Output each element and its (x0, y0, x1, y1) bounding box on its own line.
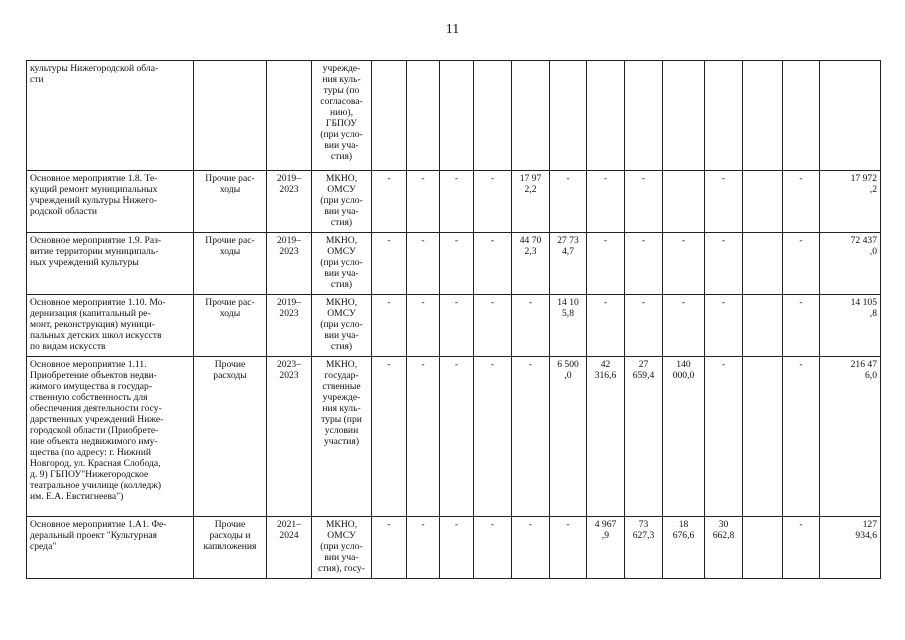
period-cell (267, 61, 312, 171)
year-value-cell (587, 357, 625, 517)
year-value-cell (440, 295, 474, 357)
year-value-cell-text: - (603, 297, 608, 308)
year-value-cell (440, 357, 474, 517)
year-value-cell (663, 517, 705, 579)
year-value-cell (372, 171, 407, 233)
year-value-cell (407, 233, 440, 295)
year-value-cell (625, 171, 663, 233)
year-value-cell-text: - (566, 519, 570, 530)
year-value-cell (550, 517, 587, 579)
executors-cell-text: МКНО, ОМСУ (при усло- вии уча- стия), госу- (318, 519, 365, 574)
activity-name-cell-text: Основное мероприятие 1.11. Приобретение объектов недви- жимого имущества в государ- ственную собственность для обеспечения деятельности госу- дарственных учреждений Ниже- городской области (Приобрете- ние объекта недвижимого иму- щества (по адресу: г. Нижний Новгород, ул. Красная Слобода, д. 9) ГБПОУ"Нижегородское театральное училище (колледж) им. Е.А. Евстигнеева") (30, 359, 164, 502)
year-value-cell (550, 357, 587, 517)
year-value-cell (372, 295, 407, 357)
year-value-cell (440, 61, 474, 171)
activity-name-cell (27, 357, 194, 517)
executors-cell-text: МКНО, ОМСУ (при усло- вии уча- стия) (320, 235, 363, 290)
funding-source-cell-text: Прочие расходы (213, 359, 247, 381)
year-value-cell-text: - (387, 173, 391, 184)
funding-source-cell-text: Прочие рас- ходы (205, 235, 255, 257)
year-value-cell-text: 30 662,8 (712, 519, 735, 541)
activity-name-cell-text: Основное мероприятие 1.8. Те- кущий ремонт муниципальных учреждений культуры Нижего- родской области (30, 173, 158, 217)
period-cell-text: 2019– 2023 (277, 173, 301, 195)
year-value-cell (705, 233, 743, 295)
table-row (27, 295, 881, 357)
year-value-cell-text: - (799, 297, 803, 308)
year-value-cell (372, 357, 407, 517)
year-value-cell (550, 295, 587, 357)
year-value-cell-text: - (721, 173, 726, 184)
year-value-cell (705, 517, 743, 579)
executors-cell (312, 171, 372, 233)
total-cell (820, 61, 881, 171)
year-value-cell (587, 171, 625, 233)
year-value-cell-text: - (387, 359, 391, 370)
year-value-cell (625, 295, 663, 357)
table-row (27, 233, 881, 295)
year-value-cell (705, 295, 743, 357)
year-value-cell (663, 61, 705, 171)
year-value-cell-text: - (603, 235, 608, 246)
year-value-cell-text: - (603, 173, 608, 184)
year-value-cell-text: - (454, 519, 459, 530)
funding-source-cell (194, 357, 267, 517)
year-value-cell (587, 233, 625, 295)
activity-name-cell (27, 171, 194, 233)
year-value-cell (587, 295, 625, 357)
year-value-cell (512, 233, 550, 295)
period-cell-text: 2021– 2024 (277, 519, 301, 541)
year-value-cell (625, 61, 663, 171)
period-cell (267, 171, 312, 233)
total-cell-text: 72 437 ,0 (850, 235, 877, 257)
year-value-cell-text: - (641, 173, 646, 184)
year-value-cell (407, 517, 440, 579)
year-value-cell-text: - (641, 235, 646, 246)
activity-name-cell-text: Основное мероприятие 1.А1. Фе- деральный проект "Культурная среда" (30, 519, 167, 552)
funding-source-cell-text: Прочие рас- ходы (205, 173, 255, 195)
year-value-cell-text: - (421, 297, 425, 308)
program-activities-table (26, 60, 881, 579)
year-value-cell-text: - (421, 519, 425, 530)
table-row (27, 357, 881, 517)
year-value-cell-text: - (454, 297, 459, 308)
total-cell-text: 216 47 6,0 (850, 359, 877, 381)
year-value-cell (407, 357, 440, 517)
year-value-cell-text: 18 676,6 (672, 519, 695, 541)
funding-source-cell (194, 171, 267, 233)
year-value-cell-text: - (721, 297, 726, 308)
year-value-cell-text: 6 500 ,0 (557, 359, 579, 381)
year-value-cell (705, 357, 743, 517)
year-value-cell (372, 517, 407, 579)
year-value-cell-text: 44 70 2,3 (519, 235, 542, 257)
year-value-cell (743, 295, 783, 357)
year-value-cell (625, 517, 663, 579)
funding-source-cell (194, 61, 267, 171)
year-value-cell (474, 233, 512, 295)
funding-source-cell-text: Прочие расходы и капвложения (203, 519, 257, 552)
table-row (27, 61, 881, 171)
year-value-cell (474, 295, 512, 357)
year-value-cell-text: - (454, 235, 459, 246)
year-value-cell (705, 171, 743, 233)
year-value-cell-text: - (490, 519, 495, 530)
executors-cell-text: МКНО, ОМСУ (при усло- вии уча- стия) (320, 173, 363, 228)
total-cell (820, 357, 881, 517)
funding-source-cell (194, 233, 267, 295)
period-cell-text: 2023– 2023 (277, 359, 301, 381)
year-value-cell (783, 171, 820, 233)
year-value-cell (663, 171, 705, 233)
executors-cell-text: МКНО, государ- ственные учрежде- ния куль- туры (при условии участия) (321, 359, 362, 447)
year-value-cell (512, 517, 550, 579)
year-value-cell (512, 171, 550, 233)
year-value-cell-text: - (799, 519, 803, 530)
year-value-cell-text: 42 316,6 (594, 359, 617, 381)
total-cell (820, 171, 881, 233)
period-cell (267, 233, 312, 295)
year-value-cell-text: 4 967 ,9 (594, 519, 617, 541)
executors-cell (312, 357, 372, 517)
year-value-cell-text: - (721, 359, 726, 370)
year-value-cell-text: - (387, 519, 391, 530)
period-cell (267, 295, 312, 357)
year-value-cell (705, 61, 743, 171)
activity-name-cell-text: Основное мероприятие 1.10. Мо- дернизация (капитальный ре- монт, реконструкция) муници- пальных детских школ искусств по видам искусств (30, 297, 166, 352)
year-value-cell (783, 233, 820, 295)
activity-name-cell (27, 295, 194, 357)
year-value-cell (407, 61, 440, 171)
year-value-cell (440, 233, 474, 295)
year-value-cell-text: - (454, 359, 459, 370)
activity-name-cell-text: Основное мероприятие 1.9. Раз- витие территории муниципаль- ных учреждений культуры (30, 235, 162, 268)
page-number: 11 (445, 22, 460, 37)
year-value-cell-text: - (387, 297, 391, 308)
activity-name-cell (27, 61, 194, 171)
table-row (27, 517, 881, 579)
total-cell-text: 127 934,6 (855, 519, 877, 541)
table-row (27, 171, 881, 233)
total-cell-text: 17 972 ,2 (850, 173, 877, 195)
year-value-cell (743, 517, 783, 579)
total-cell (820, 517, 881, 579)
total-cell (820, 233, 881, 295)
year-value-cell (663, 233, 705, 295)
year-value-cell (587, 517, 625, 579)
period-cell-text: 2019– 2023 (277, 235, 301, 257)
year-value-cell-text: 140 000,0 (672, 359, 695, 381)
year-value-cell (743, 171, 783, 233)
year-value-cell-text: - (641, 297, 646, 308)
year-value-cell-text: 27 73 4,7 (557, 235, 579, 257)
year-value-cell (474, 517, 512, 579)
year-value-cell-text: - (387, 235, 391, 246)
year-value-cell (512, 295, 550, 357)
total-cell-text: 14 105 ,8 (850, 297, 877, 319)
year-value-cell (587, 61, 625, 171)
year-value-cell-text: 17 97 2,2 (519, 173, 542, 195)
year-value-cell-text: - (421, 359, 425, 370)
year-value-cell (474, 357, 512, 517)
year-value-cell (743, 233, 783, 295)
executors-cell (312, 233, 372, 295)
funding-source-cell-text: Прочие рас- ходы (205, 297, 255, 319)
year-value-cell (550, 61, 587, 171)
year-value-cell-text: - (528, 519, 533, 530)
year-value-cell (783, 295, 820, 357)
year-value-cell-text: - (490, 235, 495, 246)
year-value-cell (512, 357, 550, 517)
funding-source-cell (194, 295, 267, 357)
year-value-cell (474, 61, 512, 171)
executors-cell (312, 517, 372, 579)
year-value-cell (372, 61, 407, 171)
year-value-cell-text: - (681, 235, 686, 246)
year-value-cell (743, 357, 783, 517)
year-value-cell-text: 27 659,4 (632, 359, 655, 381)
year-value-cell-text: - (799, 235, 803, 246)
year-value-cell (783, 517, 820, 579)
period-cell (267, 517, 312, 579)
activity-name-cell-text: культуры Нижегородской обла- сти (30, 63, 159, 85)
year-value-cell (407, 295, 440, 357)
executors-cell-text: учрежде- ния куль- туры (по согласова- нию), ГБПОУ (при усло- вии уча- стия) (320, 63, 363, 162)
year-value-cell (625, 233, 663, 295)
executors-cell (312, 61, 372, 171)
year-value-cell-text: - (490, 173, 495, 184)
year-value-cell-text: - (490, 297, 495, 308)
year-value-cell (440, 171, 474, 233)
year-value-cell (550, 171, 587, 233)
year-value-cell-text: - (721, 235, 726, 246)
activity-name-cell (27, 517, 194, 579)
year-value-cell-text: - (799, 359, 803, 370)
year-value-cell (372, 233, 407, 295)
year-value-cell-text: - (799, 173, 803, 184)
year-value-cell (440, 517, 474, 579)
year-value-cell (474, 171, 512, 233)
year-value-cell-text: 14 10 5,8 (557, 297, 579, 319)
year-value-cell (550, 233, 587, 295)
year-value-cell (783, 61, 820, 171)
year-value-cell (625, 357, 663, 517)
year-value-cell (783, 357, 820, 517)
period-cell (267, 357, 312, 517)
year-value-cell-text: - (528, 359, 533, 370)
year-value-cell-text: - (421, 235, 425, 246)
year-value-cell (743, 61, 783, 171)
year-value-cell-text: - (454, 173, 459, 184)
year-value-cell (512, 61, 550, 171)
year-value-cell (663, 357, 705, 517)
year-value-cell-text: - (681, 297, 686, 308)
activity-name-cell (27, 233, 194, 295)
year-value-cell (663, 295, 705, 357)
executors-cell-text: МКНО, ОМСУ (при усло- вии уча- стия) (320, 297, 363, 352)
period-cell-text: 2019– 2023 (277, 297, 301, 319)
year-value-cell-text: - (566, 173, 570, 184)
year-value-cell-text: - (421, 173, 425, 184)
executors-cell (312, 295, 372, 357)
funding-source-cell (194, 517, 267, 579)
year-value-cell-text: - (490, 359, 495, 370)
year-value-cell (407, 171, 440, 233)
total-cell (820, 295, 881, 357)
year-value-cell-text: 73 627,3 (632, 519, 655, 541)
year-value-cell-text: - (528, 297, 533, 308)
